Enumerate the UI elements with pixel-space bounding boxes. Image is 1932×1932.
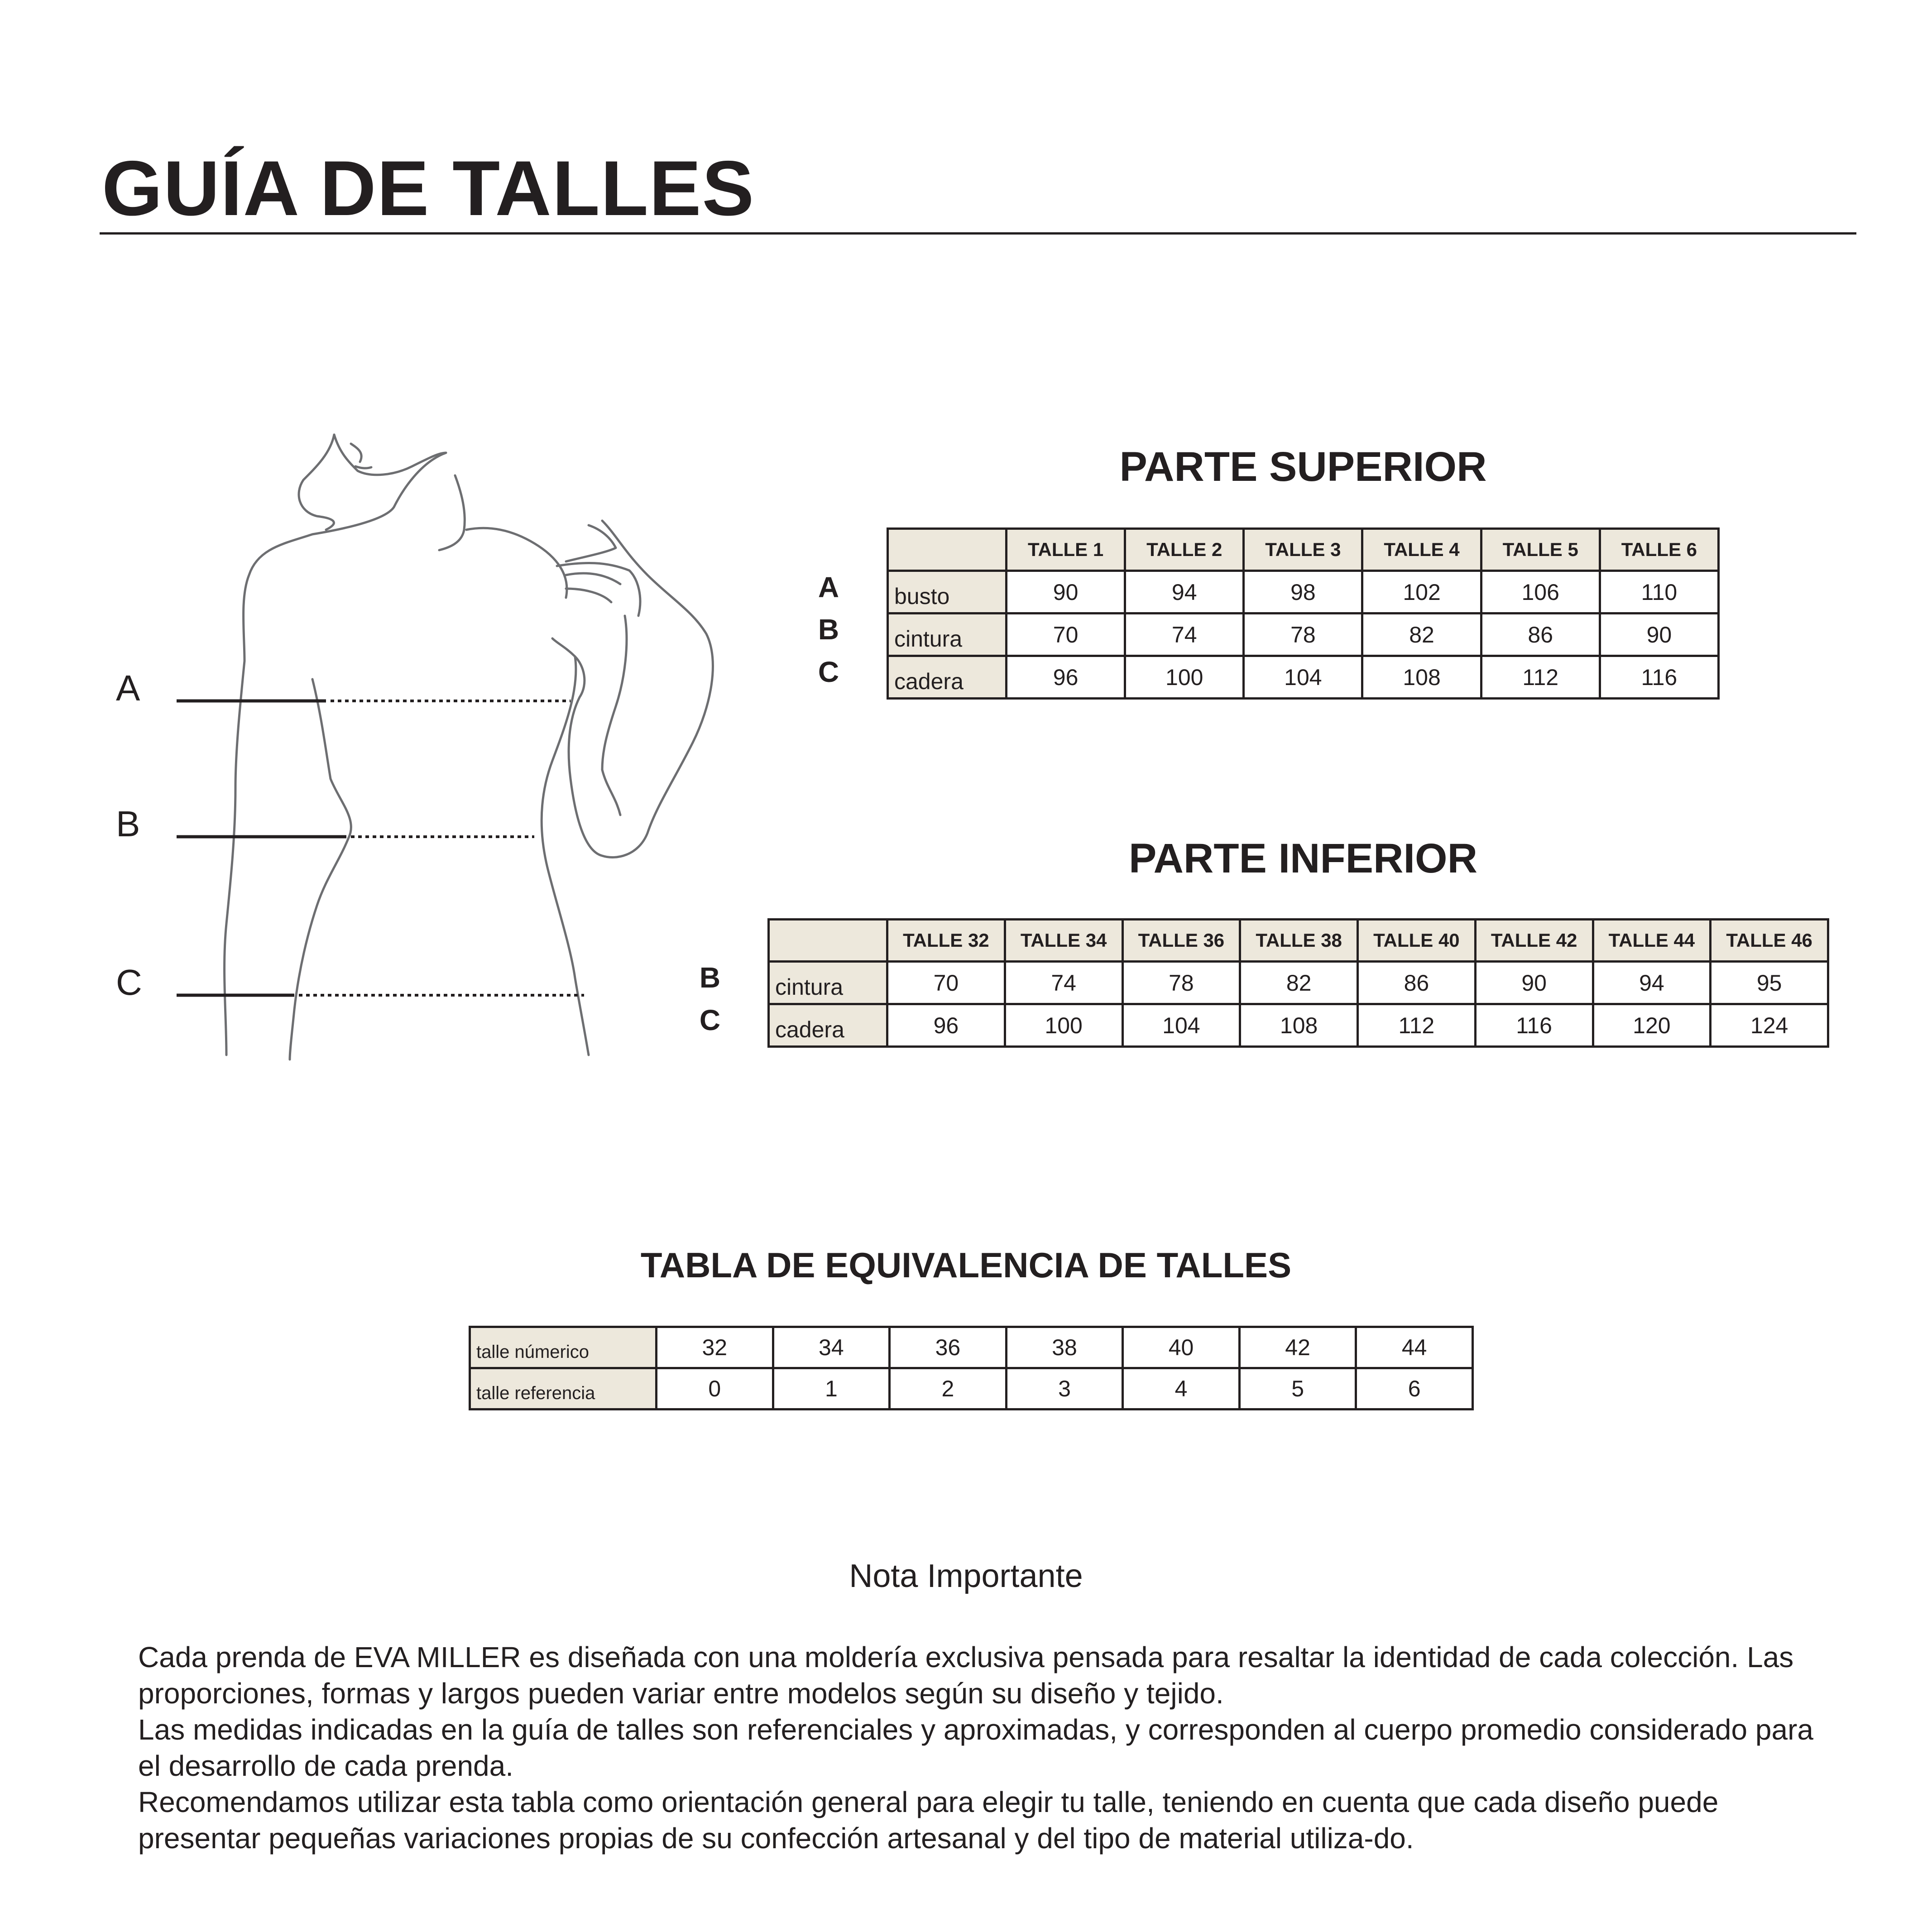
table-cell: 100	[1125, 656, 1244, 699]
table-row-cintura	[769, 962, 1828, 1004]
column-header: TALLE 34	[1005, 920, 1122, 962]
table-cell: 112	[1358, 1004, 1476, 1047]
note-paragraph: Recomendamos utilizar esta tabla como orientación general para elegir tu talle, teniendo en cuenta que cada diseño puede presentar pequeñas variaciones propias de su confección artesanal y del tipo de material utiliza-do.	[138, 1786, 1719, 1855]
figure-label-a: A	[116, 668, 140, 708]
table-cell: 34	[773, 1327, 890, 1368]
table-cell: 42	[1239, 1327, 1356, 1368]
table-cell: 74	[1125, 614, 1244, 656]
figure-label-c: C	[116, 962, 142, 1002]
table-cell: 74	[1005, 962, 1122, 1004]
table-cell: 82	[1362, 614, 1481, 656]
upper-row-letter-a: A	[818, 571, 839, 604]
table-cell: 102	[1362, 571, 1481, 614]
table-cell: 4	[1123, 1368, 1240, 1409]
table-row-cintura	[888, 614, 1719, 656]
column-header: TALLE 5	[1481, 529, 1600, 571]
lower-size-table	[767, 918, 1829, 1048]
row-label: talle referencia	[470, 1368, 657, 1409]
table-cell: 70	[887, 962, 1005, 1004]
table-cell: 2	[890, 1368, 1007, 1409]
row-label: cintura	[888, 614, 1007, 656]
table-cell: 86	[1358, 962, 1476, 1004]
column-header: TALLE 46	[1711, 920, 1828, 962]
table-cell: 95	[1711, 962, 1828, 1004]
upper-section-title: PARTE SUPERIOR	[1119, 444, 1487, 490]
table-cell: 78	[1122, 962, 1240, 1004]
note-title: Nota Importante	[849, 1558, 1083, 1594]
table-row-talle-numerico	[470, 1327, 1473, 1368]
table-cell: 104	[1244, 656, 1362, 699]
table-cell: 108	[1362, 656, 1481, 699]
table-cell: 70	[1007, 614, 1125, 656]
table-row-cadera	[769, 1004, 1828, 1047]
lower-row-letter-c: C	[699, 1004, 721, 1036]
table-cell: 124	[1711, 1004, 1828, 1047]
row-label: cadera	[888, 656, 1007, 699]
note-body	[138, 1639, 1822, 1856]
table-cell: 5	[1239, 1368, 1356, 1409]
column-header: TALLE 44	[1593, 920, 1711, 962]
row-label: busto	[888, 571, 1007, 614]
table-corner-cell	[888, 529, 1007, 571]
figure-label-b: B	[116, 804, 140, 844]
table-cell: 82	[1240, 962, 1358, 1004]
upper-size-table	[887, 527, 1720, 700]
table-cell: 108	[1240, 1004, 1358, 1047]
table-cell: 6	[1356, 1368, 1473, 1409]
table-cell: 38	[1006, 1327, 1123, 1368]
page-title: GUÍA DE TALLES	[102, 145, 755, 232]
column-header: TALLE 4	[1362, 529, 1481, 571]
table-cell: 94	[1593, 962, 1711, 1004]
table-cell: 110	[1600, 571, 1718, 614]
column-header: TALLE 3	[1244, 529, 1362, 571]
table-header-row	[769, 920, 1828, 962]
table-cell: 96	[1007, 656, 1125, 699]
table-cell: 90	[1600, 614, 1718, 656]
table-cell: 32	[657, 1327, 773, 1368]
table-cell: 96	[887, 1004, 1005, 1047]
table-cell: 112	[1481, 656, 1600, 699]
table-cell: 120	[1593, 1004, 1711, 1047]
row-label: talle númerico	[470, 1327, 657, 1368]
table-row-busto	[888, 571, 1719, 614]
column-header: TALLE 40	[1358, 920, 1476, 962]
column-header: TALLE 36	[1122, 920, 1240, 962]
equivalence-table	[469, 1326, 1474, 1410]
table-row-cadera	[888, 656, 1719, 699]
note-paragraph: Cada prenda de EVA MILLER es diseñada con una moldería exclusiva pensada para resaltar la identidad de cada colección. Las proporciones, formas y largos pueden variar entre modelos según su diseño y tejido.	[138, 1641, 1794, 1710]
table-cell: 116	[1600, 656, 1718, 699]
table-cell: 36	[890, 1327, 1007, 1368]
title-divider	[100, 232, 1856, 235]
lower-section-title: PARTE INFERIOR	[1128, 835, 1478, 882]
table-row-talle-referencia	[470, 1368, 1473, 1409]
column-header: TALLE 42	[1475, 920, 1593, 962]
table-cell: 1	[773, 1368, 890, 1409]
column-header: TALLE 32	[887, 920, 1005, 962]
column-header: TALLE 6	[1600, 529, 1718, 571]
row-label: cintura	[769, 962, 887, 1004]
upper-row-letter-b: B	[818, 613, 839, 646]
table-cell: 90	[1007, 571, 1125, 614]
table-cell: 116	[1475, 1004, 1593, 1047]
table-cell: 44	[1356, 1327, 1473, 1368]
body-outline-illustration	[104, 426, 738, 1069]
table-corner-cell	[769, 920, 887, 962]
column-header: TALLE 1	[1007, 529, 1125, 571]
note-paragraph: Las medidas indicadas en la guía de talles son referenciales y aproximadas, y corresponden al cuerpo promedio considerado para el desarrollo de cada prenda.	[138, 1713, 1813, 1782]
table-cell: 78	[1244, 614, 1362, 656]
lower-row-letter-b: B	[699, 961, 721, 994]
column-header: TALLE 38	[1240, 920, 1358, 962]
table-cell: 0	[657, 1368, 773, 1409]
body-figure	[104, 426, 738, 1069]
table-cell: 100	[1005, 1004, 1122, 1047]
table-cell: 40	[1123, 1327, 1240, 1368]
table-cell: 106	[1481, 571, 1600, 614]
upper-row-letter-c: C	[818, 656, 839, 688]
table-cell: 3	[1006, 1368, 1123, 1409]
table-cell: 98	[1244, 571, 1362, 614]
table-cell: 86	[1481, 614, 1600, 656]
row-label: cadera	[769, 1004, 887, 1047]
table-cell: 94	[1125, 571, 1244, 614]
equivalence-section-title: TABLA DE EQUIVALENCIA DE TALLES	[640, 1245, 1292, 1285]
table-header-row	[888, 529, 1719, 571]
column-header: TALLE 2	[1125, 529, 1244, 571]
table-cell: 90	[1475, 962, 1593, 1004]
table-cell: 104	[1122, 1004, 1240, 1047]
